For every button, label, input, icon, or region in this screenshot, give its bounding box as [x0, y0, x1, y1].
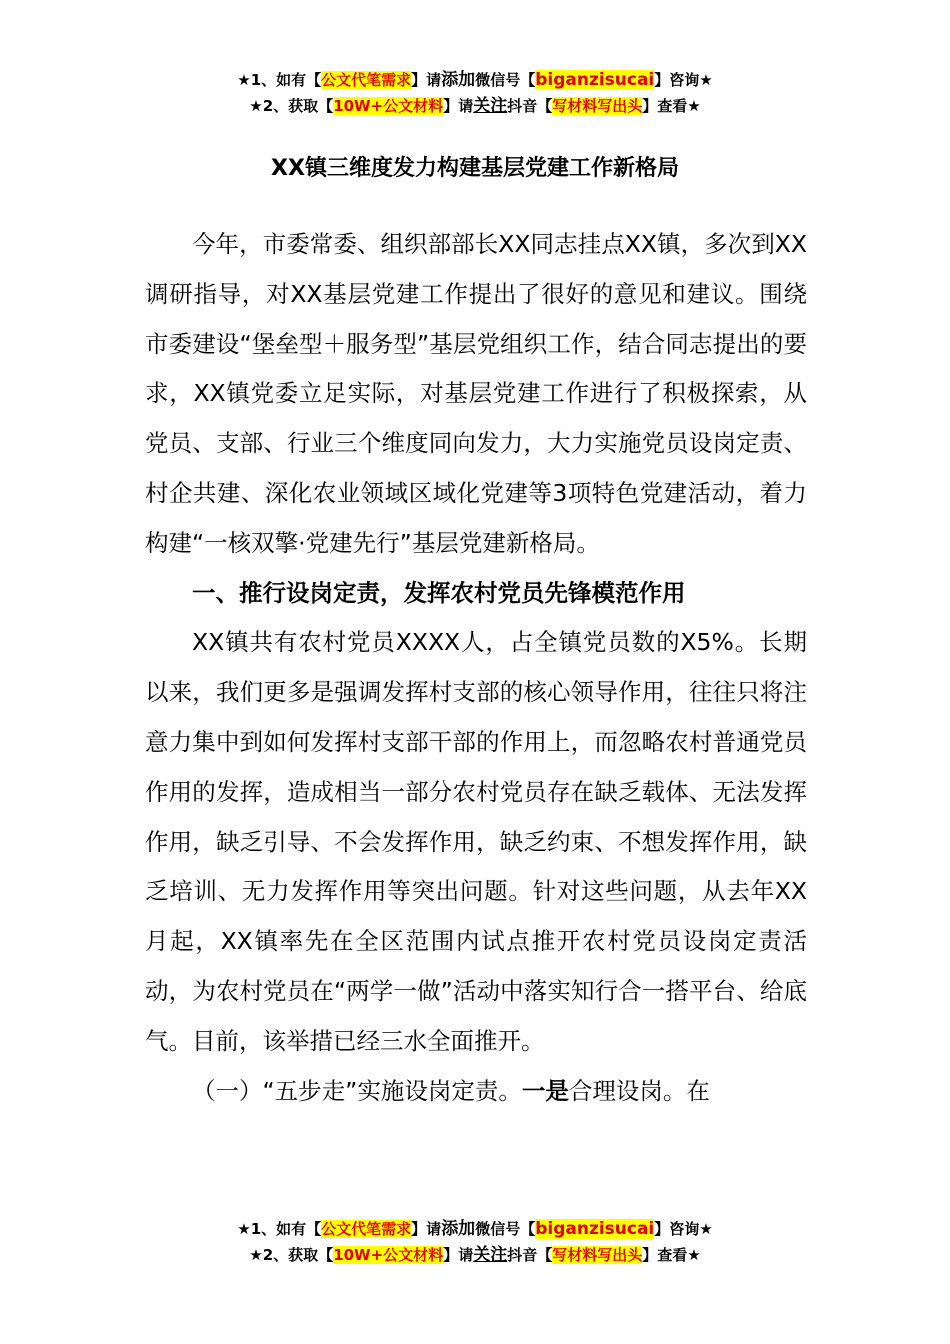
- subsection-paragraph-1: （一）“五步走”实施设岗定责。一是合理设岗。在: [192, 1076, 710, 1105]
- footer-banner: [0, 1216, 950, 1268]
- header-banner: [0, 67, 950, 119]
- footer-banner-line-1: ★1、如有【公文代笔需求】请添加微信号【biganzisucai】咨询★: [237, 1219, 713, 1239]
- footer-highlight-service: 公文代笔需求: [321, 1220, 412, 1238]
- footer-highlight-douyin-id: 写材料写出头: [552, 1246, 643, 1264]
- highlight-materials: 10W+公文材料: [333, 97, 444, 115]
- footer-banner-line-2: ★2、获取【10W+公文材料】请关注抖音【写材料写出头】查看★: [249, 1245, 701, 1265]
- section-heading-1: 一、推行设岗定责，发挥农村党员先锋模范作用: [192, 578, 686, 607]
- highlight-service: 公文代笔需求: [321, 71, 412, 89]
- footer-highlight-materials: 10W+公文材料: [333, 1246, 444, 1264]
- footer-highlight-wechat-id: biganzisucai: [535, 1219, 655, 1239]
- document-title: XX镇三维度发力构建基层党建工作新格局: [271, 156, 679, 181]
- highlight-douyin-id: 写材料写出头: [552, 97, 643, 115]
- banner-line-2: ★2、获取【10W+公文材料】请关注抖音【写材料写出头】查看★: [249, 96, 701, 116]
- highlight-wechat-id: biganzisucai: [535, 70, 655, 90]
- banner-line-1: ★1、如有【公文代笔需求】请添加微信号【biganzisucai】咨询★: [237, 70, 713, 90]
- intro-paragraph: 今年，市委常委、组织部部长XX同志挂点XX镇，多次到XX调研指导，对XX基层党建工作提出了很好的意见和建议。围绕市委建设“堡垒型＋服务型”基层党组织工作，结合同志提出的要求，XX镇党委立足实际，对基层党建工作进行了积极探索，从党员、支部、行业三个维度同向发力，大力实施党员设岗定责、村企共建、深化农业领域区域化党建等3项特色党建活动，着力构建“一核双擎·党建先行”基层党建新格局。: [145, 230, 807, 557]
- section-paragraph-1: XX镇共有农村党员XXXX人，占全镇党员数的X5%。长期以来，我们更多是强调发挥村支部的核心领导作用，往往只将注意力集中到如何发挥村支部干部的作用上，而忽略农村普通党员作用的发挥，造成相当一部分农村党员存在缺乏载体、无法发挥作用，缺乏引导、不会发挥作用，缺乏约束、不想发挥作用，缺乏培训、无力发挥作用等突出问题。针对这些问题，从去年XX月起，XX镇率先在全区范围内试点推开农村党员设岗定责活动，为农村党员在“两学一做”活动中落实知行合一搭平台、给底气。目前，该举措已经三水全面推开。: [145, 628, 807, 1055]
- document-body: [145, 220, 807, 1116]
